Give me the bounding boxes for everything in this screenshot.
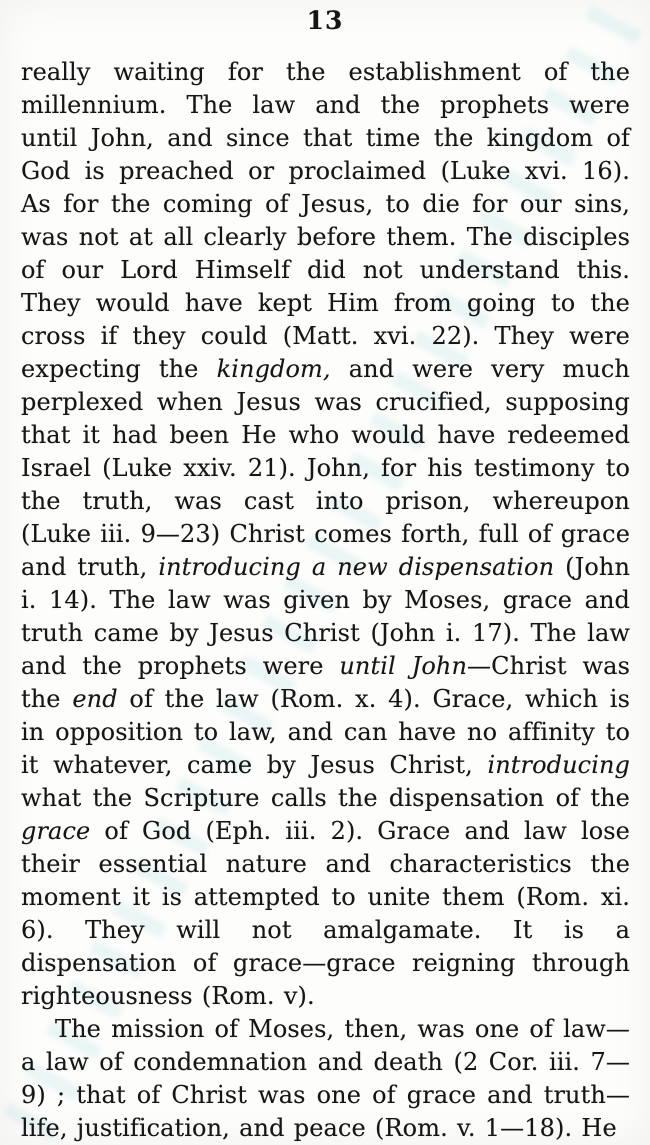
page-text: [21, 56, 630, 1145]
text-run: really waiting for the establishment of the millennium. The law and the prophets were until John, and since that time the kingdom of God is preached or proclaimed (Luke xvi. 16). As for the coming of Jesus, to die for our sins, was not at all clearly before them. The disciples of our Lord Himself did not understand this. They would have kept Him from going to the cross if they could (Matt. xvi. 22). They were expecting the: [21, 58, 630, 383]
text-run: what the Scripture calls the dispensation of the: [21, 784, 630, 812]
page-number: 13: [306, 6, 344, 35]
text-run: of the law (Rom. x. 4). Grace, which is in opposition to law, and can have no affinity to it whatever, came by Jesus Christ,: [21, 685, 630, 779]
italic-text-run: introducing a new dispensation: [158, 553, 555, 581]
italic-text-run: end: [72, 685, 118, 713]
paragraph: [21, 1013, 630, 1145]
italic-text-run: introducing: [487, 751, 630, 779]
paragraph: [21, 56, 630, 1013]
text-run: and were very much perplexed when Jesus was crucified, supposing that it had been He who would have redeemed Israel (Luke xxiv. 21). John, for his testimony to the truth, was cast into prison, whereupon (Luke iii. 9—23) Christ comes forth, full of grace and truth,: [21, 355, 630, 581]
italic-text-run: kingdom,: [216, 355, 331, 383]
text-run: of God (Eph. iii. 2). Grace and law lose their essential nature and characteristics the moment it is attempted to unite them (Rom. xi. 6). They will not amalgamate. It is a dispensation of grace—grace reigning through righteousness (Rom. v).: [21, 817, 630, 1010]
text-run: —Christ was the: [21, 652, 630, 713]
text-run: (John i. 14). The law was given by Moses, grace and truth came by Jesus Christ (John i. 17). The law and the prophets were: [21, 553, 631, 680]
text-run: The mission of Moses, then, was one of law—a law of condemnation and death (2 Cor. iii. 7—9) ; that of Christ was one of grace and truth—life, justification, and peace (Rom. v. 1—18). He: [21, 1015, 630, 1142]
italic-text-run: grace: [21, 817, 91, 845]
italic-text-run: until John: [339, 652, 468, 680]
